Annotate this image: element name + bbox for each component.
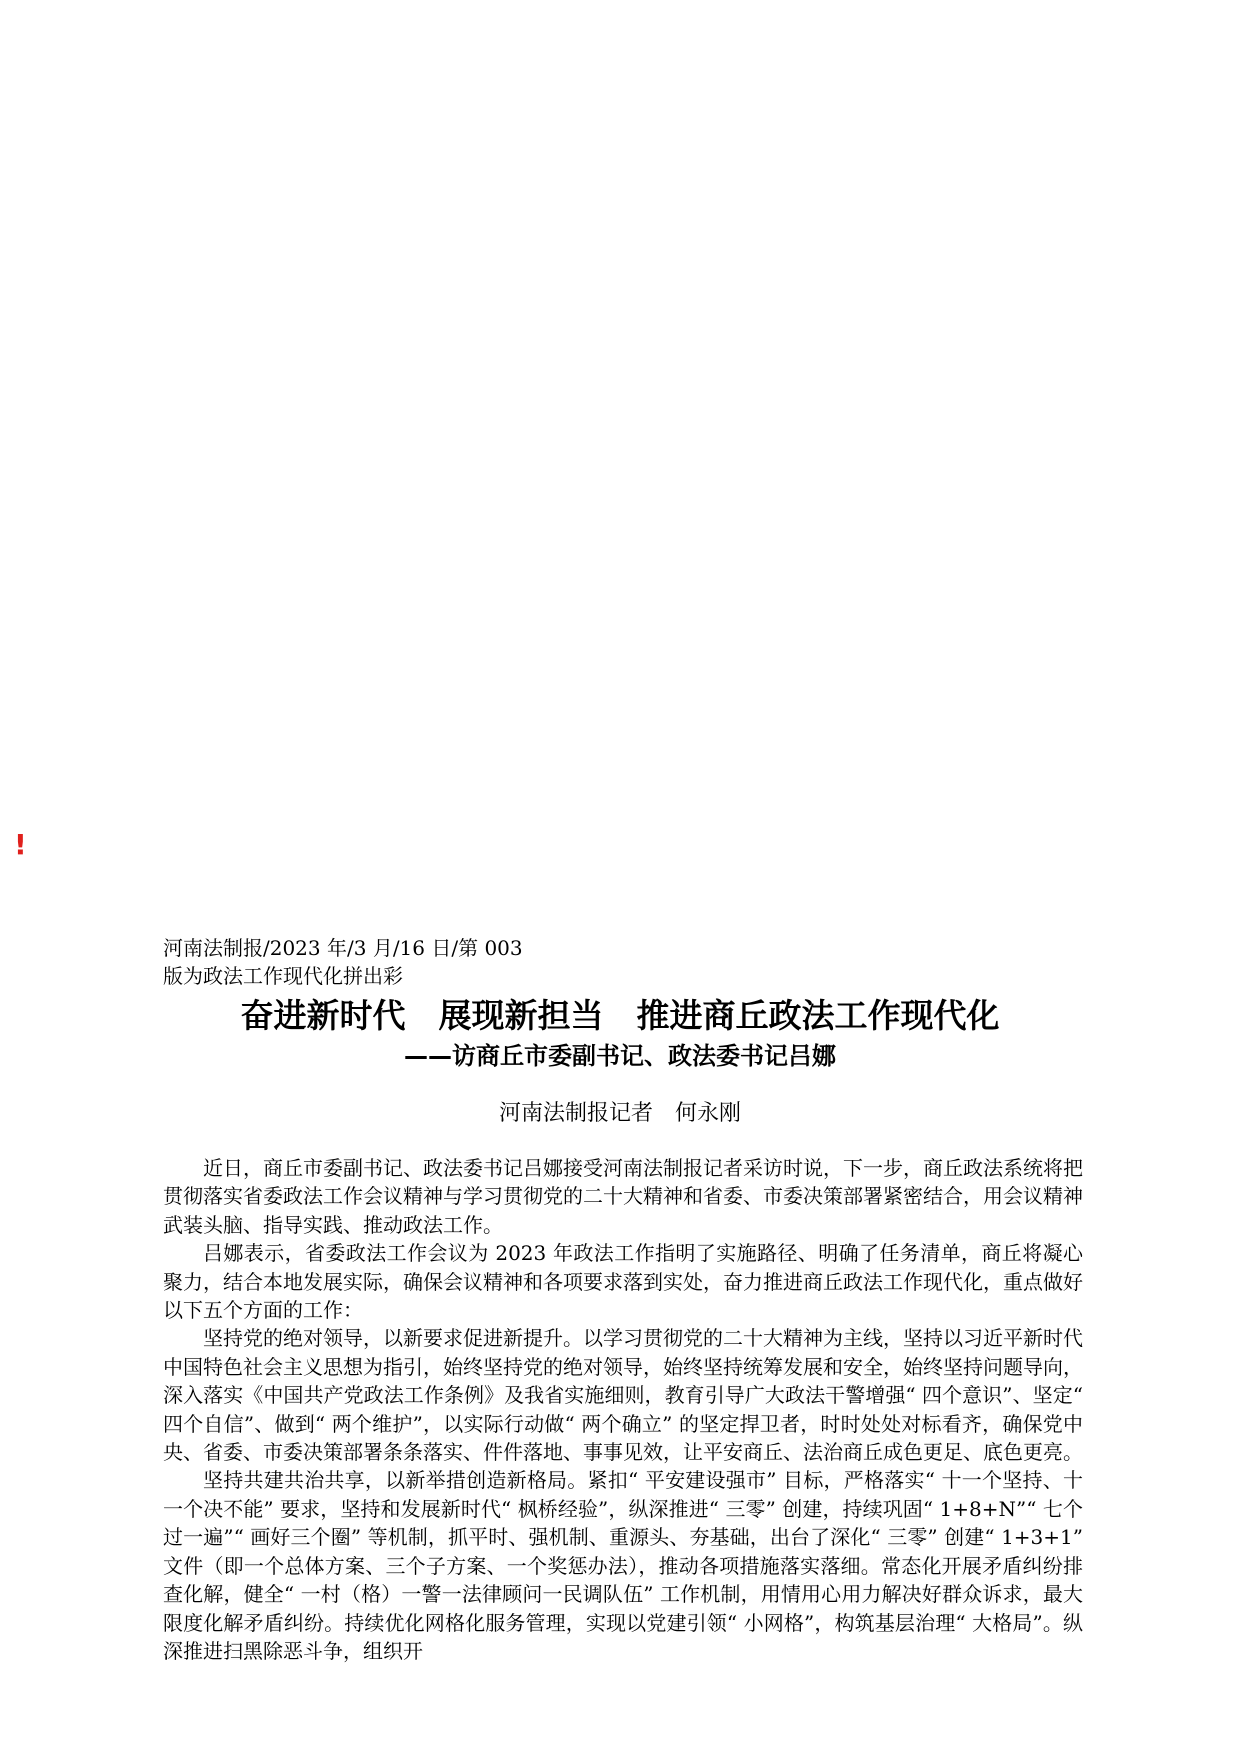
byline: 河南法制报记者 何永刚	[498, 1101, 741, 1126]
paragraph: 近日，商丘市委副书记、政法委书记吕娜接受河南法制报记者采访时说，下一步，商丘政法系统将把贯彻落实省委政法工作会议精神与学习贯彻党的二十大精神和省委、市委决策部署紧密结合，用会议精神武装头脑、指导实践、推动政法工作。	[163, 1156, 1083, 1237]
paragraph: 吕娜表示，省委政法工作会议为 2023 年政法工作指明了实施路径、明确了任务清单，商丘将凝心聚力，结合本地发展实际，确保会议精神和各项要求落到实处，奋力推进商丘政法工作现代化，重点做好以下五个方面的工作：	[163, 1241, 1083, 1323]
paragraph: 坚持党的绝对领导，以新要求促进新提升。以学习贯彻党的二十大精神为主线，坚持以习近平新时代中国特色社会主义思想为指引，始终坚持党的绝对领导，始终坚持统筹发展和安全，始终坚持问题导向，深入落实《中国共产党政法工作条例》及我省实施细则，教育引导广大政法干警增强“ 四个意识”、坚定“ 四个自信”、做到“ 两个维护”，以实际行动做“ 两个确立” 的坚定捍卫者，时时处处对标看齐，确保党中央、省委、市委决策部署条条落实、件件落地、事事见效，让平安商丘、法治商丘成色更足、底色更亮。	[163, 1326, 1083, 1465]
article-title: 奋进新时代 展现新担当 推进商丘政法工作现代化	[240, 996, 1000, 1035]
article-subtitle: ——访商丘市委副书记、政法委书记吕娜	[404, 1042, 836, 1070]
source-line-1: 河南法制报/2023 年/3 月/16 日/第 003	[163, 936, 523, 960]
red-exclamation-mark: !	[14, 828, 27, 861]
paragraph: 坚持共建共治共享，以新举措创造新格局。紧扣“ 平安建设强市” 目标，严格落实“ 十一个坚持、十一个决不能” 要求，坚持和发展新时代“ 枫桥经验”，纵深推进“ 三零” 创建，持续巩固“ 1+8+N”“ 七个过一遍”“ 画好三个圈” 等机制，抓平时、强机制、重源头、夯基础，出台了深化“ 三零” 创建“ 1+3+1” 文件（即一个总体方案、三个子方案、一个奖惩办法），推动各项措施落实落细。常态化开展矛盾纠纷排查化解，健全“ 一村（格）一警一法律顾问一民调队伍” 工作机制，用情用心用力解决好群众诉求，最大限度化解矛盾纠纷。持续优化网格化服务管理，实现以党建引领“ 小网格”，构筑基层治理“ 大格局”。纵深推进扫黑除恶斗争，组织开	[163, 1468, 1083, 1663]
article-body	[163, 1154, 1083, 1665]
source-line-2: 版为政法工作现代化拼出彩	[163, 964, 403, 988]
